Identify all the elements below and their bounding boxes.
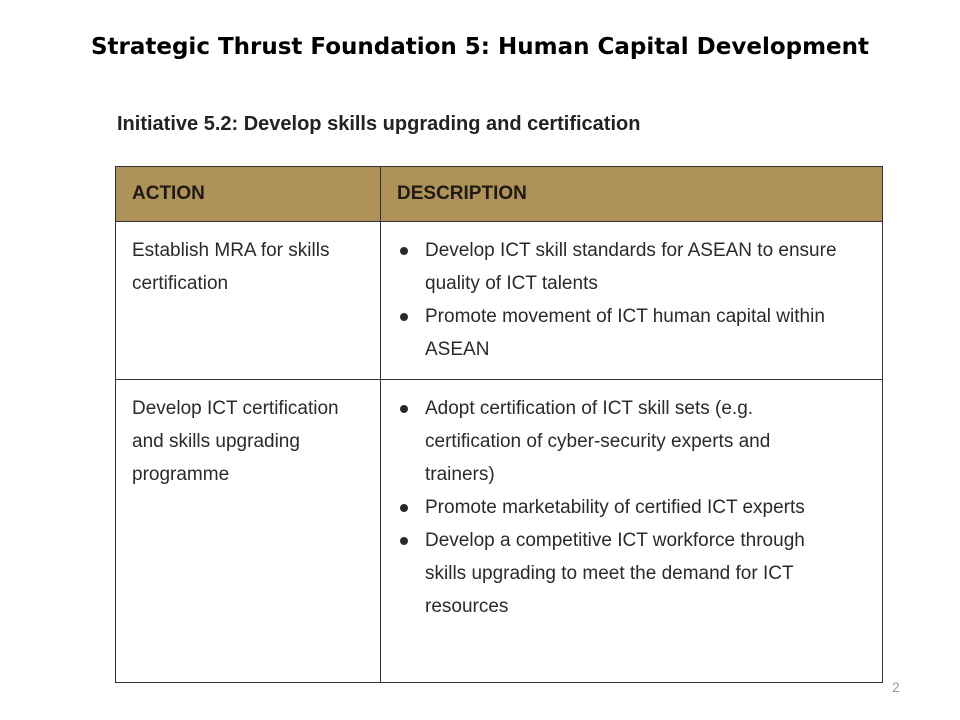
list-item: Develop ICT skill standards for ASEAN to ensure quality of ICT talents (397, 234, 845, 300)
list-item: Promote marketability of certified ICT experts (397, 491, 845, 524)
table-row (116, 380, 883, 683)
action-cell (116, 380, 381, 683)
description-list (397, 234, 862, 366)
list-item: Adopt certification of ICT skill sets (e.g. certification of cyber-security experts and trainers) (397, 392, 845, 491)
action-text: Develop ICT certification and skills upgrading programme (132, 398, 339, 485)
action-table (115, 166, 883, 683)
action-text: Establish MRA for skills certification (132, 240, 330, 294)
table-header-row (116, 167, 883, 222)
action-cell (116, 222, 381, 380)
column-header-description: DESCRIPTION (381, 167, 883, 222)
list-item: Develop a competitive ICT workforce through skills upgrading to meet the demand for ICT resources (397, 524, 845, 623)
page-number: 2 (892, 679, 900, 695)
column-header-action: ACTION (116, 167, 381, 222)
slide-title: Strategic Thrust Foundation 5: Human Capital Development (90, 34, 870, 60)
description-cell (381, 222, 883, 380)
description-cell (381, 380, 883, 683)
list-item: Promote movement of ICT human capital within ASEAN (397, 300, 845, 366)
initiative-heading: Initiative 5.2: Develop skills upgrading and certification (117, 113, 641, 135)
table-row (116, 222, 883, 380)
description-list (397, 392, 862, 623)
